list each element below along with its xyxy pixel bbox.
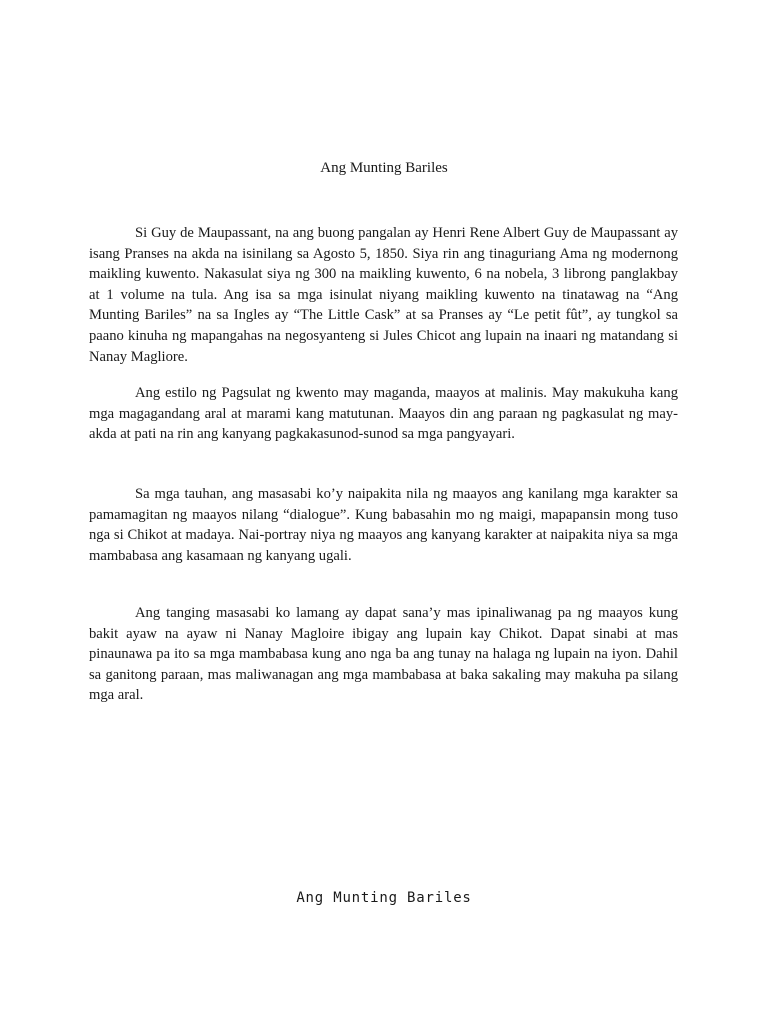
page-title: Ang Munting Bariles xyxy=(320,160,448,176)
paragraph-critique: Ang tanging masasabi ko lamang ay dapat sana’y mas ipinaliwanag pa ng maayos kung bakit ayaw na ayaw ni Nanay Magloire ibigay ang lupain kay Chikot. Dapat sinabi at mas pinaunawa pa ito sa mga mambabasa kung ano nga ba ang tunay na halaga ng lupain na iyon. Dahil sa ganitong paraan, mas maliwanagan ang mga mambabasa at baka sakaling may makuha pa silang mga aral. xyxy=(89,605,678,704)
paragraph-introduction: Si Guy de Maupassant, na ang buong pangalan ay Henri Rene Albert Guy de Maupassant ay isang Pranses na akda na isinilang sa Agosto 5, 1850. Siya rin ang tinaguriang Ama ng modernong maikling kuwento. Nakasulat siya ng 300 na maikling kuwento, 6 na nobela, 3 librong panglakbay at 1 volume na tula. Ang isa sa mga isinulat niyang maikling kuwento na tinatawag na “Ang Munting Bariles” na sa Ingles ay “The Little Cask” at sa Pranses ay “Le petit fût”, ay tungkol sa paano kinuha ng mapangahas na negosyanteng si Jules Chicot ang lupain na inaari ng matandang si Nanay Magliore. xyxy=(89,225,678,365)
footer-title: Ang Munting Bariles xyxy=(296,890,472,906)
paragraph-writing-style: Ang estilo ng Pagsulat ng kwento may maganda, maayos at malinis. May makukuha kang mga magagandang aral at marami kang matutunan. Maayos din ang paraan ng pagkasulat ng may-akda at pati na rin ang kanyang pagkakasunod-sunod sa mga pangyayari. xyxy=(89,385,678,443)
paragraph-characters: Sa mga tauhan, ang masasabi ko’y naipakita nila ng maayos ang kanilang mga karakter sa pamamagitan ng maayos nilang “dialogue”. Kung babasahin mo ng maigi, mapapansin mong tuso nga si Chikot at madaya. Nai-portray niya ng maayos ang kanyang karakter at naipakita niya sa mga mambabasa ang kasamaan ng kanyang ugali. xyxy=(89,486,678,564)
